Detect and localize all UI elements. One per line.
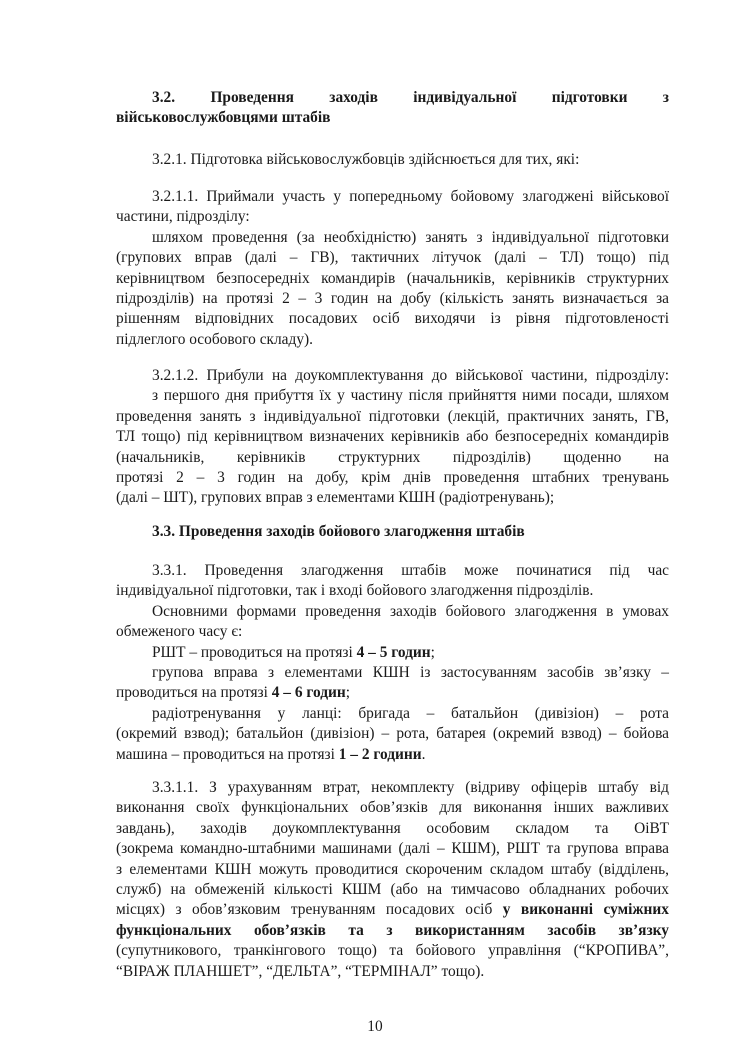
text-line: підрозділів) на протязі 2 – 3 годин на добу (кількість занять визначається за	[116, 290, 669, 308]
text-line: шляхом проведення (за необхідністю) занять з індивідуальної підготовки	[152, 228, 669, 246]
text-span: місцях) з обов’язковим тренуванням посадових осіб	[116, 901, 503, 919]
paragraph-3-3-1-1	[116, 778, 669, 982]
group-duration: 4 – 6 годин	[271, 684, 346, 702]
text-line: ТЛ тощо) під керівництвом визначених керівників або безпосередніх командирів	[116, 428, 669, 446]
text-line: 3.3.1. Проведення злагодження штабів може починатися під час	[152, 562, 669, 579]
text-line: 3.2.1.1. Приймали участь у попередньому бойовому злагоджені військової	[152, 188, 669, 205]
text-line: частини, підрозділу:	[116, 208, 250, 226]
text-line-mixed	[116, 900, 669, 920]
paragraph-3-3-1	[116, 561, 669, 765]
text-line: 3.2.1.2. Прибули на доукомплектування до військової частини, підрозділу:	[152, 367, 669, 384]
paragraph-3-2-1-1	[116, 187, 669, 350]
text-line: (далі – ШТ), групових вправ з елементами КШН (радіотренувань);	[116, 489, 555, 507]
section-3-2-heading-line2: військовослужбовцями штабів	[116, 109, 331, 127]
text-line: (окремий взвод); батальйон (дивізіон) – рота, батарея (окремий взвод) – бойова	[116, 725, 669, 743]
text-line: Основними формами проведення заходів бойового злагодження в умовах	[152, 602, 669, 620]
text-line: служб) на обмеженій кількості КШМ (або на тимчасово обладнаних робочих	[116, 881, 669, 899]
text-line: (начальників, керівників структурних підрозділів) щоденно на	[116, 448, 669, 466]
text-line: керівництвом безпосередніх командирів (начальників, керівників структурних	[116, 269, 669, 287]
text-line: групова вправа з елементами КШН із застосуванням засобів зв’язку –	[152, 664, 669, 682]
radio-line	[116, 745, 669, 765]
text-span: РШТ – проводиться на протязі	[152, 643, 357, 661]
text-line: рішенням відповідних посадових осіб виходячи із рівня підготовленості	[116, 310, 669, 328]
text-line: з першого дня прибуття їх у частину після прийняття ними посади, шляхом	[152, 387, 669, 405]
page-number: 10	[367, 1018, 383, 1035]
section-3-2-heading-line1: 3.2. Проведення заходів індивідуальної підготовки з	[152, 89, 669, 106]
text-line: виконання своїх функціональних обов’язків для виконання інших важливих	[116, 799, 669, 817]
paragraph-3-2-1-2	[116, 366, 669, 509]
paragraph-3-2-1	[116, 150, 669, 170]
text-line: індивідуальної підготовки, так і вході бойового злагодження підрозділів.	[116, 582, 594, 600]
group-line	[116, 683, 669, 703]
text-line: протязі 2 – 3 годин на добу, крім днів проведення штабних тренувань	[116, 469, 669, 487]
text-line: (супутникового, транкінгового тощо) та бойового управління (“КРОПИВА”,	[116, 942, 669, 960]
text-line: (групових вправ (далі – ГВ), тактичних літучок (далі – ТЛ) тощо) під	[116, 249, 669, 267]
radio-duration: 1 – 2 години	[338, 745, 422, 763]
text-span: машина – проводиться на протязі	[116, 745, 339, 763]
text-span: .	[421, 745, 426, 763]
bold-line: функціональних обов’язків та з використанням засобів зв’язку	[116, 921, 669, 939]
section-3-3-heading	[116, 522, 669, 542]
text-line: підлеглого особового складу).	[116, 330, 314, 348]
section-3-2-heading	[116, 88, 669, 129]
section-3-3-heading-text: 3.3. Проведення заходів бойового злагодження штабів	[152, 523, 525, 540]
text-line: (зокрема командно-штабними машинами (далі – КШМ), РШТ та групова вправа	[116, 840, 669, 858]
text-line: завдань), заходів доукомплектування особовим складом та ОіВТ	[116, 819, 669, 837]
text-line: радіотренування у ланці: бригада – батальйон (дивізіон) – рота	[152, 704, 669, 722]
paragraph-3-2-1-text: 3.2.1. Підготовка військовослужбовців здійснюється для тих, які:	[152, 151, 580, 168]
text-line: 3.3.1.1. З урахуванням втрат, некомплекту (відриву офіцерів штабу від	[152, 779, 669, 796]
text-line: з елементами КШН можуть проводитися скороченим складом штабу (відділень,	[116, 860, 669, 878]
text-line: проведення занять з індивідуальної підготовки (лекцій, практичних занять, ГВ,	[116, 407, 669, 425]
text-span: проводиться на протязі	[116, 684, 272, 702]
rsht-line	[116, 643, 669, 663]
text-span: ;	[345, 684, 351, 702]
bold-span: у виконанні суміжних	[502, 901, 669, 919]
text-line: “ВІРАЖ ПЛАНШЕТ”, “ДЕЛЬТА”, “ТЕРМІНАЛ” тощо).	[116, 962, 485, 980]
text-span: ;	[430, 643, 435, 661]
rsht-duration: 4 – 5 годин	[356, 643, 431, 661]
text-line: обмеженого часу є:	[116, 623, 243, 641]
